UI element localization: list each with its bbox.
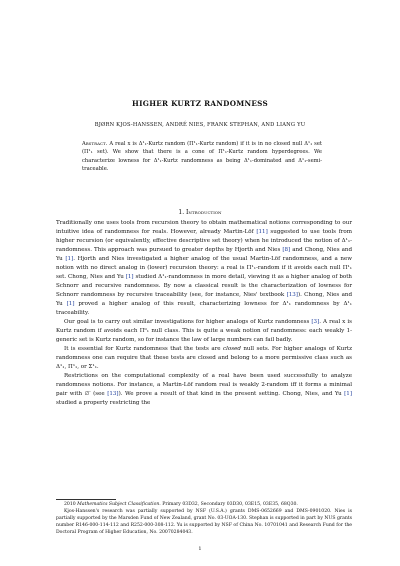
paragraph: It is essential for Kurtz randomness that the tests are closed null sets. For higher analogs of Kurtz randomness one can require that these tests are closed and belong to a more permissive class such as Δ¹₁, Π¹₁, or Σ¹₁.: [56, 346, 353, 370]
citation-link[interactable]: [1]: [66, 301, 75, 307]
abstract: [82, 140, 322, 174]
citation-link[interactable]: [13]: [107, 391, 119, 397]
paragraph: Traditionally one uses tools from recursion theory to obtain mathematical notions corresponding to our intuitive idea of randomness for reals. However, already Martin-Löf [11] suggested to use tools from higher recursion (or equivalently, effective descriptive set theory) when he introduced the notion of Δ¹₁-randomness. This approach was pursued to greater depths by Hjorth and Nies [8] and Chong, Nies and Yu [1]. Hjorth and Nies investigated a higher analog of the usual Martin-Löf randomness, and a new notion with no direct analog in (lower) recursion theory: a real is Π¹₁-random if it avoids each null Π¹₁ set. Chong, Nies and Yu [1] studied Δ¹₁-randomness in more detail, viewing it as a higher analog of both Schnorr and recursive randomness. By now a classical result is the characterization of lowness for Schnorr randomness by recursive traceability (see, for instance, Nies' textbook [13]). Chong, Nies and Yu [1] proved a higher analog of this result, characterizing lowness for Δ¹₁ randomness by Δ¹₁ traceability.: [56, 220, 353, 316]
abstract-text: A real x is Δ¹₁-Kurtz random (Π¹₁-Kurtz random) if it is in no closed null Δ¹₁ set (Π¹₁ set). We show that there is a cone of Π¹₁-Kurtz random hyperdegrees. We characterize lowness for Δ¹₁-Kurtz randomness as being Δ¹₁-dominated and Δ¹₁-semi-traceable.: [82, 141, 322, 173]
citation-link[interactable]: [13]: [286, 292, 298, 298]
citation-link[interactable]: [1]: [344, 391, 352, 397]
footnote: Kjos-Hanssen's research was partially supported by NSF (U.S.A.) grants DMS-0652669 and DMS-0901020. Nies is partially supported by the Marsden Fund of New Zealand, grant No. 03-UOA-130. Stephan is supported in part by NUS grants number R146-000-114-112 and R252-000-308-112. Yu is supported by NSF of China No. 10701041 and Research Fund for the Doctoral Program of Higher Education, No. 20070284043.: [56, 508, 352, 535]
paragraph: Restrictions on the computational complexity of a real have been used successfully to analyze randomness notions. For instance, a Martin-Löf random real is weakly 2-random iff it forms a minimal pair with ∅′ (see [13]). We prove a result of that kind in the present setting. Chong, Nies, and Yu [1] studied a property restricting the: [56, 373, 352, 406]
paper-title: HIGHER KURTZ RANDOMNESS: [132, 99, 268, 108]
paragraph: Our goal is to carry out similar investigations for higher analogs of Kurtz randomness [3]. A real x is Kurtz random if avoids each Π⁰₁ null class. This is quite a weak notion of randomness: each weakly 1-generic set is Kurtz random, so for instance the law of large numbers can fail badly.: [56, 319, 352, 343]
footnote: 2010 Mathematics Subject Classification. Primary 03D32, Secondary 03D30, 03E15, 03E35, 68Q30.: [64, 502, 298, 507]
footnote-rule: [56, 499, 116, 500]
citation-link[interactable]: [8]: [282, 247, 291, 253]
emphasis: Mathematics Subject Classification.: [77, 502, 161, 507]
citation-link[interactable]: [11]: [256, 229, 268, 235]
body-text: [56, 219, 352, 408]
abstract-label: Abstract.: [82, 141, 108, 147]
page-number: 1: [198, 546, 202, 552]
section-heading: 1. Introduction: [178, 209, 222, 216]
citation-link[interactable]: [1]: [125, 274, 134, 280]
citation-link[interactable]: [1]: [65, 256, 74, 262]
footnotes: [56, 502, 352, 537]
citation-link[interactable]: [3]: [311, 319, 320, 325]
emphasis: closed: [223, 346, 241, 352]
author-list: BJØRN KJOS-HANSSEN, ANDRÉ NIES, FRANK STEPHAN, AND LIANG YU: [94, 122, 306, 128]
